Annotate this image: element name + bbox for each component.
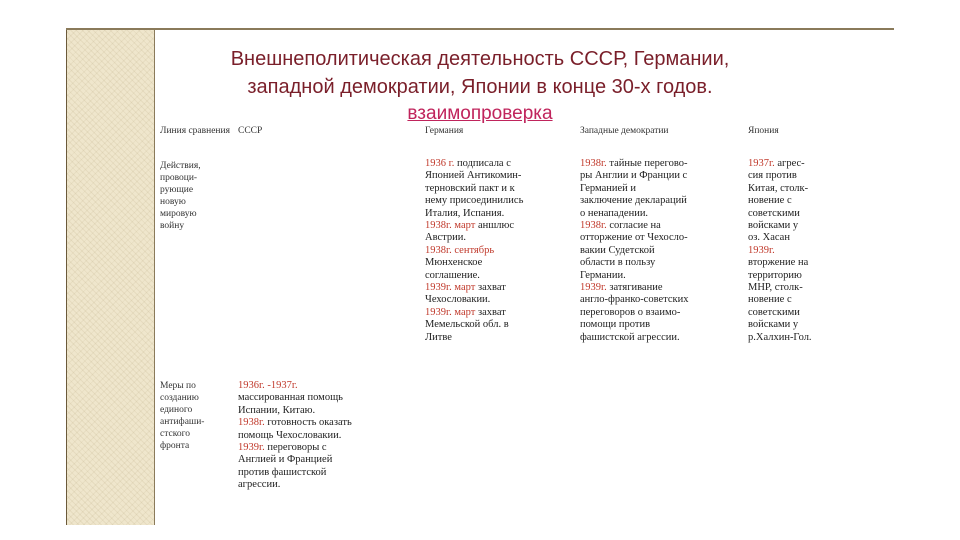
cell-line [748, 307, 812, 319]
body-text: войсками у [748, 220, 799, 232]
cell-line [748, 332, 812, 344]
cell-line [748, 319, 812, 331]
date-text: 1936 г. [425, 158, 455, 169]
cell-line [748, 245, 812, 257]
cell-line [425, 195, 523, 207]
top-divider [66, 28, 894, 30]
cell-line [580, 220, 689, 232]
cell-line [425, 307, 523, 319]
row-label-line: новую [160, 197, 186, 207]
cell-line [425, 257, 523, 269]
row-label-provocations [160, 160, 234, 232]
date-text: 1939г. [748, 244, 775, 256]
row-label-antifascist-front [160, 380, 234, 452]
body-text: агрессии. [238, 479, 281, 491]
body-text: аншлюс [475, 220, 515, 232]
body-text: нему присоединились [425, 195, 524, 207]
body-text: советскими [748, 306, 800, 318]
row-label-line: антифаши- [160, 417, 205, 427]
cell-germany-actions [425, 158, 523, 344]
row-label-line: мировую [160, 209, 197, 219]
header-comparison-line: Линия сравнения [160, 126, 230, 136]
body-text: сия против [748, 170, 797, 182]
body-text: переговоров о взаимо- [580, 306, 681, 318]
row-label-line: созданию [160, 393, 199, 403]
body-text: новение с [748, 294, 792, 306]
body-text: переговоры с [264, 442, 327, 454]
body-text: агрес- [774, 158, 805, 169]
body-text: ры Англии и Франции с [580, 170, 688, 182]
body-text: англо-франко-советских [580, 294, 689, 306]
date-text: 1937г. [748, 158, 775, 169]
cell-japan-actions [748, 158, 812, 344]
body-text: захват [475, 306, 506, 318]
cell-line [238, 430, 352, 442]
cell-line [748, 257, 812, 269]
cell-line [748, 195, 812, 207]
body-text: вторжение на [748, 257, 809, 269]
cell-line [425, 245, 523, 257]
cell-line [580, 282, 689, 294]
date-text: 1939г. март [425, 306, 476, 318]
body-text: войсками у [748, 319, 799, 331]
body-text: Китая, столк- [748, 182, 809, 194]
row-label-line: войну [160, 221, 185, 231]
date-text: 1939г. [238, 442, 265, 454]
body-text: Германией и [580, 182, 637, 194]
cell-line [425, 332, 523, 344]
column-divider [154, 28, 155, 525]
header-germany: Германия [425, 126, 464, 136]
row-label-line: рующие [160, 185, 194, 195]
header-japan: Япония [748, 126, 779, 136]
cell-line [580, 257, 689, 269]
body-text: фашистской агрессии. [580, 331, 680, 343]
body-text: Австрии. [425, 232, 466, 244]
cell-line [580, 332, 689, 344]
body-text: Литве [425, 331, 452, 343]
body-text: тайные перегово- [606, 158, 688, 169]
date-text: 1938г. сентябрь [425, 244, 495, 256]
cell-line [425, 294, 523, 306]
cell-line [748, 170, 812, 182]
cell-line [580, 195, 689, 207]
body-text: согласие на [606, 220, 661, 232]
cell-line [425, 282, 523, 294]
date-text: 1938г. [238, 417, 265, 429]
cell-line [425, 270, 523, 282]
body-text: Англией и Францией [238, 454, 333, 466]
row-label-line: Действия, [160, 161, 201, 171]
date-text: 1938г. [580, 158, 607, 169]
cell-line [748, 183, 812, 195]
header-ussr: СССР [238, 126, 263, 136]
body-text: области в пользу [580, 257, 656, 269]
row-label-line: стского [160, 429, 190, 439]
body-text: Мемельской обл. в [425, 319, 509, 331]
body-text: подписала с [454, 158, 511, 169]
cell-line [748, 208, 812, 220]
body-text: территорию [748, 269, 802, 281]
body-text: советскими [748, 207, 800, 219]
cell-line [580, 158, 689, 170]
cell-line [580, 270, 689, 282]
body-text: новение с [748, 195, 792, 207]
date-text: 1939г. [580, 282, 607, 294]
date-text: 1938г. март [425, 220, 476, 232]
cell-line [580, 232, 689, 244]
body-text: Испании, Китаю. [238, 404, 316, 416]
cell-line [425, 170, 523, 182]
row-label-line: провоци- [160, 173, 198, 183]
date-text: 1939г. март [425, 282, 476, 294]
body-text: вакии Судетской [580, 244, 655, 256]
body-text: затягивание [606, 282, 663, 294]
row-label-line: единого [160, 405, 193, 415]
cell-western-actions [580, 158, 689, 344]
cell-line [580, 307, 689, 319]
body-text: Японией Антикомин- [425, 170, 522, 182]
cell-line [580, 294, 689, 306]
body-text: против фашистской [238, 466, 327, 478]
cell-line [238, 479, 352, 491]
cell-line [748, 270, 812, 282]
body-text: готовность оказать [264, 417, 352, 429]
body-text: оз. Хасан [748, 232, 790, 244]
cell-ussr-measures [238, 380, 352, 492]
cell-line [425, 319, 523, 331]
body-text: р.Халхин-Гол. [748, 331, 812, 343]
cell-line [748, 294, 812, 306]
row-label-line: Меры по [160, 381, 196, 391]
body-text: Мюнхенское [425, 257, 483, 269]
cell-line [425, 158, 523, 170]
cell-line [238, 380, 352, 392]
body-text: массированная помощь [238, 392, 343, 404]
decorative-strip [66, 28, 155, 525]
slide-title [160, 45, 800, 127]
cell-line [580, 183, 689, 195]
cell-line [748, 158, 812, 170]
cell-line [580, 319, 689, 331]
row-label-line: фронта [160, 441, 190, 451]
body-text: помощь Чехословакии. [238, 429, 342, 441]
body-text: Чехословакии. [425, 294, 491, 306]
header-western: Западные демократии [580, 126, 669, 136]
body-text: МНР, столк- [748, 282, 803, 294]
body-text: захват [475, 282, 506, 294]
cell-line [580, 208, 689, 220]
cell-line [238, 392, 352, 404]
cell-line [580, 170, 689, 182]
body-text: помощи против [580, 319, 651, 331]
cell-line [238, 442, 352, 454]
cell-line [748, 232, 812, 244]
title-line-2: западной демократии, Японии в конце 30-х годов. [247, 76, 713, 98]
cell-line [748, 282, 812, 294]
body-text: о ненападении. [580, 207, 649, 219]
date-text: 1938г. [580, 220, 607, 232]
body-text: Германии. [580, 269, 626, 281]
cell-line [238, 454, 352, 466]
cell-line [425, 232, 523, 244]
body-text: терновский пакт и к [425, 182, 515, 194]
cell-line [425, 183, 523, 195]
date-text: 1936г. -1937г. [238, 380, 298, 391]
cell-line [425, 220, 523, 232]
cell-line [425, 208, 523, 220]
title-line-1: Внешнеполитическая деятельность СССР, Германии, [230, 48, 730, 70]
body-text: соглашение. [425, 269, 480, 281]
cell-line [238, 405, 352, 417]
cell-line [748, 220, 812, 232]
title-subtitle: взаимопроверка [407, 103, 553, 124]
body-text: заключение деклараций [580, 195, 687, 207]
cell-line [580, 245, 689, 257]
cell-line [238, 467, 352, 479]
body-text: отторжение от Чехосло- [580, 232, 688, 244]
body-text: Италия, Испания. [425, 207, 505, 219]
cell-line [238, 417, 352, 429]
